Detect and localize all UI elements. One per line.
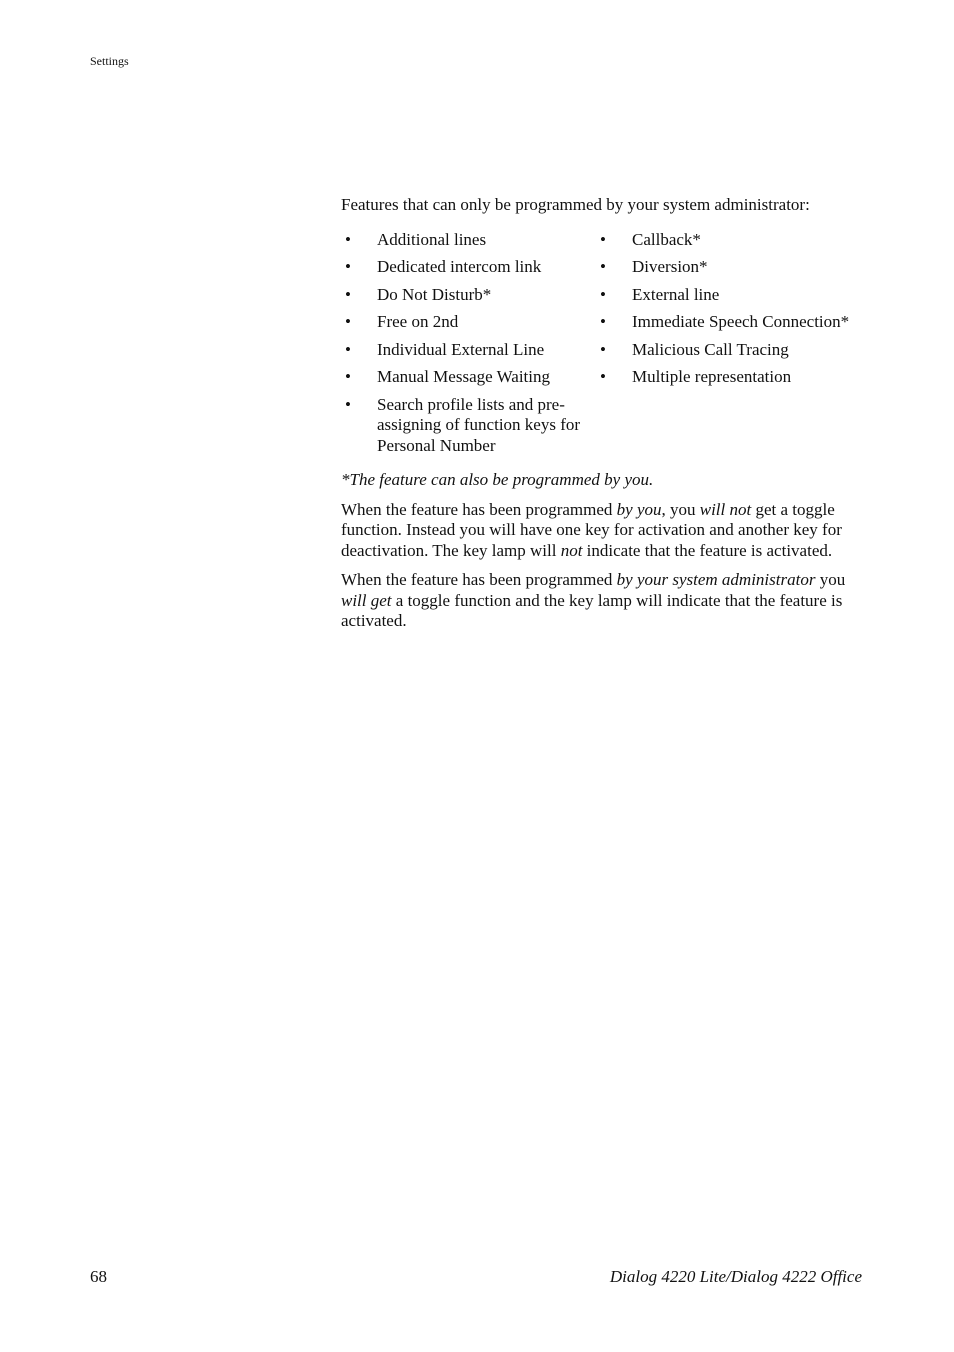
- bullet: •: [345, 257, 351, 276]
- feature-item: [341, 340, 596, 361]
- emphasis: not: [560, 540, 583, 560]
- bullet: •: [600, 367, 606, 386]
- feature-row: [341, 395, 861, 457]
- feature-label: Do Not Disturb*: [377, 284, 492, 304]
- bullet: •: [345, 284, 351, 304]
- feature-label: Manual Message Waiting: [377, 367, 551, 386]
- feature-label: External line: [632, 284, 720, 304]
- feature-label: Diversion*: [632, 257, 708, 276]
- feature-item: [341, 230, 596, 251]
- feature-item: [341, 312, 596, 333]
- feature-item: [341, 395, 596, 457]
- bullet: •: [600, 339, 606, 359]
- feature-row: [341, 230, 861, 251]
- paragraph-by-you: [341, 500, 861, 562]
- text-run: When the feature has been programmed: [341, 570, 617, 589]
- bullet: •: [600, 284, 606, 304]
- main-content: [341, 195, 861, 641]
- feature-item: [341, 257, 596, 278]
- feature-item: [596, 285, 861, 306]
- feature-row: [341, 257, 861, 278]
- feature-item: [596, 367, 861, 388]
- bullet: •: [600, 257, 606, 276]
- feature-label: Search profile lists and pre-assigning of function keys for Personal Number: [377, 394, 581, 455]
- text-run: , you: [661, 499, 700, 519]
- feature-label: Malicious Call Tracing: [632, 339, 789, 359]
- text-run: When the feature has been programmed: [341, 499, 617, 519]
- page-number: 68: [90, 1267, 107, 1286]
- feature-label: Individual External Line: [377, 339, 545, 359]
- emphasis: will not: [699, 499, 752, 519]
- feature-label: Immediate Speech Connection*: [632, 312, 850, 331]
- bullet: •: [345, 394, 351, 414]
- feature-item: [341, 367, 596, 388]
- bullet: •: [600, 312, 606, 331]
- emphasis: will get: [341, 590, 392, 610]
- feature-label: Free on 2nd: [377, 312, 459, 331]
- feature-list: [341, 230, 861, 457]
- intro-text: Features that can only be programmed by your system administrator:: [341, 195, 810, 214]
- feature-item: [596, 230, 861, 251]
- text-run: you: [815, 570, 846, 589]
- text-run: indicate that the feature is activated.: [582, 540, 833, 560]
- feature-row: [341, 340, 861, 361]
- feature-label: Additional lines: [377, 229, 487, 249]
- feature-label: Callback*: [632, 229, 701, 249]
- bullet: •: [345, 229, 351, 249]
- running-header: Settings: [90, 54, 129, 68]
- footnote: *The feature can also be programmed by you.: [341, 470, 654, 489]
- paragraph-by-administrator: [341, 570, 861, 632]
- feature-item: [596, 257, 861, 278]
- emphasis: by you: [616, 499, 662, 519]
- bullet: •: [345, 339, 351, 359]
- running-footer: Dialog 4220 Lite/Dialog 4222 Office: [609, 1267, 862, 1286]
- emphasis: by your system administrator: [616, 570, 816, 589]
- feature-item: [341, 285, 596, 306]
- bullet: •: [345, 367, 351, 386]
- text-run: a toggle function and the key lamp will indicate that the feature is activated.: [341, 590, 843, 630]
- feature-row: [341, 285, 861, 306]
- feature-row: [341, 312, 861, 333]
- feature-item: [596, 340, 861, 361]
- bullet: •: [600, 229, 606, 249]
- feature-item: [596, 312, 861, 333]
- feature-row: [341, 367, 861, 388]
- feature-label: Dedicated intercom link: [377, 257, 542, 276]
- text-run: get a toggle function. Instead you will have one key for activation and another key for deactivation. The key lamp will: [341, 499, 842, 560]
- feature-label: Multiple representation: [632, 367, 792, 386]
- bullet: •: [345, 312, 351, 331]
